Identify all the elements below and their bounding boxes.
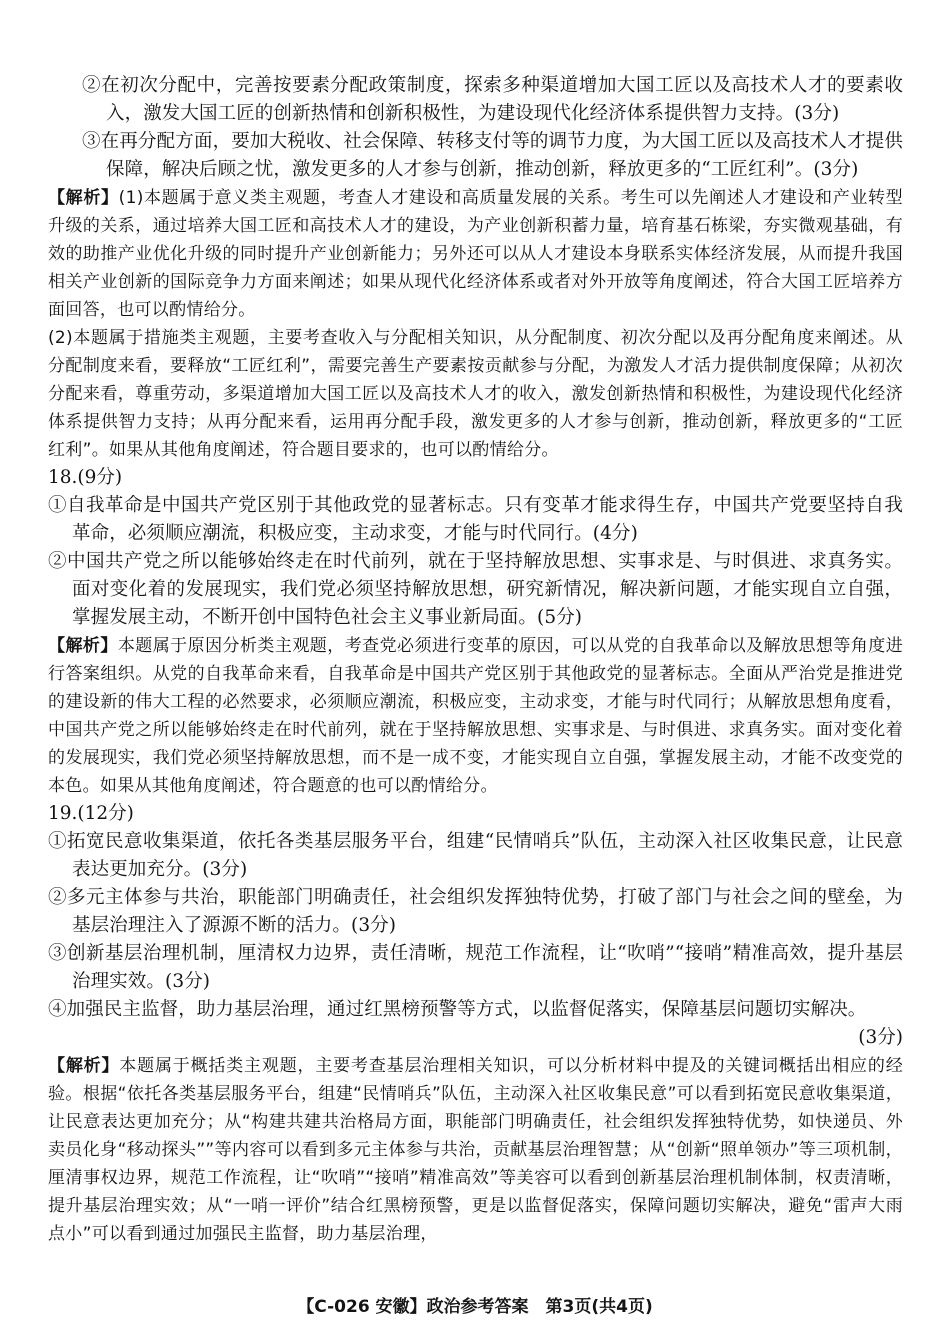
- q17-item-2: ②在初次分配中，完善按要素分配政策制度，探索多种渠道增加大国工匠以及高技术人才的要素收入，激发大国工匠的创新热情和创新积极性，为建设现代化经济体系提供智力支持。(3分): [82, 75, 903, 124]
- analysis-18: [48, 632, 903, 800]
- q19-item-1: ①拓宽民意收集渠道，依托各类基层服务平台，组建“民情哨兵”队伍，主动深入社区收集民意，让民意表达更加充分。(3分): [48, 831, 903, 880]
- analysis-17-part1: [48, 184, 903, 324]
- analysis-label: 【解析】: [48, 188, 119, 208]
- analysis-19-text: 本题属于概括类主观题，主要考查基层治理相关知识，可以分析材料中提及的关键词概括出相应的经验。根据“依托各类基层服务平台，组建“民情哨兵”队伍，主动深入社区收集民意”可以看到拓宽民意收集渠道，让民意表达更加充分；从“构建共建共治格局方面，职能部门明确责任，社会组织发挥独特优势，如快递员、外卖员化身“移动探头””等内容可以看到多元主体参与共治，贡献基层治理智慧；从“创新“照单领办”等三项机制，厘清事权边界，规范工作流程，让“吹哨”“接哨”精准高效”等美容可以看到创新基层治理机制体制，权责清晰，提升基层治理实效；从“一哨一评价”结合红黑榜预警，更是以监督促落实，保障问题切实解决，避免“雷声大雨点小”可以看到通过加强民主监督，助力基层治理，: [48, 1056, 903, 1244]
- q19-item-2: ②多元主体参与共治，职能部门明确责任，社会组织发挥独特优势，打破了部门与社会之间的壁垒，为基层治理注入了源源不断的活力。(3分): [48, 887, 903, 936]
- analysis-label: 【解析】: [48, 1056, 120, 1076]
- analysis-18-text: 本题属于原因分析类主观题，考查党必须进行变革的原因，可以从党的自我革命以及解放思想等角度进行答案组织。从党的自我革命来看，自我革命是中国共产党区别于其他政党的显著标志。全面从严治党是推进党的建设新的伟大工程的必然要求，必须顺应潮流，积极应变，主动求变，才能与时代同行；从解放思想角度看，中国共产党之所以能够始终走在时代前列，就在于坚持解放思想、实事求是、与时俱进、求真务实。面对变化着的发展现实，我们党必须坚持解放思想，而不是一成不变，才能实现自立自强，掌握发展主动，才能不改变党的本色。如果从其他角度阐述，符合题意的也可以酌情给分。: [48, 636, 903, 796]
- q19-item-3: ③创新基层治理机制，厘清权力边界，责任清晰，规范工作流程，让“吹哨”“接哨”精准高效，提升基层治理实效。(3分): [48, 943, 903, 992]
- analysis-17-part2: (2)本题属于措施类主观题，主要考查收入与分配相关知识，从分配制度、初次分配以及再分配角度来阐述。从分配制度来看，要释放“工匠红利”，需要完善生产要素按贡献参与分配，为激发人才活力提供制度保障；从初次分配来看，尊重劳动，多渠道增加大国工匠以及高技术人才的收入，激发创新热情和积极性，为建设现代化经济体系提供智力支持；从再分配来看，运用再分配手段，激发更多的人才参与创新，推动创新，释放更多的“工匠红利”。如果从其他角度阐述，符合题目要求的，也可以酌情给分。: [48, 328, 903, 460]
- analysis-19: [48, 1052, 903, 1248]
- q19-item-4: ④加强民主监督，助力基层治理，通过红黑榜预警等方式，以监督促落实，保障基层问题切实解决。: [48, 999, 867, 1020]
- q18-heading: 18.(9分): [48, 467, 123, 488]
- q19-item-4-score: (3分): [858, 1027, 903, 1048]
- q19-heading: 19.(12分): [48, 803, 134, 824]
- analysis-17-part1-text: (1)本题属于意义类主观题，考查人才建设和高质量发展的关系。考生可以先阐述人才建设和产业转型升级的关系，通过培养大国工匠和高技术人才的建设，为产业创新积蓄力量，培育基石栋梁，夯实微观基础，有效的助推产业优化升级的同时提升产业创新能力；另外还可以从人才建设本身联系实体经济发展，从而提升我国相关产业创新的国际竞争力方面来阐述；如果从现代化经济体系或者对外开放等角度阐述，符合大国工匠培养方面回答，也可以酌情给分。: [48, 188, 903, 320]
- answer-page: [48, 72, 903, 1248]
- analysis-label: 【解析】: [48, 636, 118, 656]
- q18-item-2: ②中国共产党之所以能够始终走在时代前列，就在于坚持解放思想、实事求是、与时俱进、求真务实。面对变化着的发展现实，我们党必须坚持解放思想，研究新情况，解决新问题，才能实现自立自强，掌握发展主动，不断开创中国特色社会主义事业新局面。(5分): [48, 551, 903, 628]
- q17-item-3: ③在再分配方面，要加大税收、社会保障、转移支付等的调节力度，为大国工匠以及高技术人才提供保障，解决后顾之忧，激发更多的人才参与创新，推动创新，释放更多的“工匠红利”。(3分): [82, 131, 903, 180]
- page-footer: 【C-026 安徽】政治参考答案 第3页(共4页): [297, 1297, 653, 1317]
- q18-item-1: ①自我革命是中国共产党区别于其他政党的显著标志。只有变革才能求得生存，中国共产党要坚持自我革命，必须顺应潮流，积极应变，主动求变，才能与时代同行。(4分): [48, 495, 903, 544]
